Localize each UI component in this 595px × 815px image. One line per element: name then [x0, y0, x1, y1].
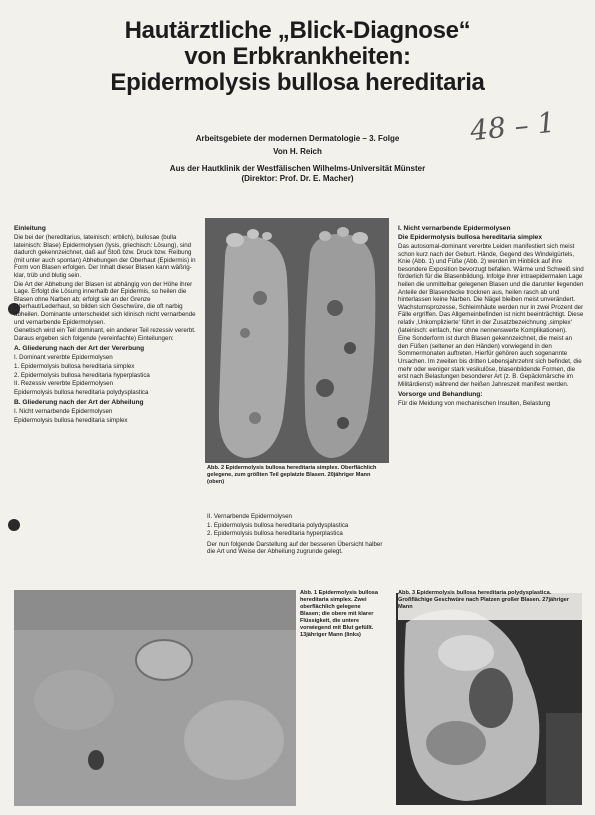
paragraph: Die bei der (hereditarius, lateinisch: erblich), bullosae (bulla lateinisch: Blase) Epidermolysen (lysis, griechisch: Lösung), sind dadurch gekennzeichnet, daß auf Stoß bzw. Druck bzw. Reibung (mit unter auch spontan) Abhebungen der Oberhaut (Epidermis) in Form von Blasen erfolgen. Der Inhalt dieser Blasen kann wäßrig-klar, trüb und blutig sein.: [14, 234, 196, 279]
heading-gliederung-a: A. Gliederung nach der Art der Vererbung: [14, 345, 145, 353]
list-item: I. Dominant vererbte Epidermolysen: [14, 354, 113, 362]
column-left: [14, 222, 200, 612]
article-title: [0, 18, 595, 96]
paragraph: Für die Meidung von mechanischen Insulten, Belastung: [398, 400, 551, 408]
heading-einleitung: Einleitung: [14, 225, 46, 232]
knee-illustration: [14, 590, 296, 806]
paragraph: Genetisch wird ein Teil dominant, ein anderer Teil rezessiv vererbt. Daraus ergeben sich folgende (vereinfachte) Einteilungen:: [14, 327, 196, 342]
paragraph: Die Art der Abhebung der Blasen ist abhängig von der Höhe ihrer Lage. Erfolgt die Lösung innerhalb der Epidermis, so heilen die Blasen ohne Narben ab; erfolgt sie an der Grenze Oberhaut/Lederhaut, so bilden sich Geschwüre, die oft narbig abheilen. Dominante unterscheidet sich klinisch nicht vernarbende und vernarbende Epidermolysen.: [14, 280, 196, 326]
hand-illustration: [396, 593, 582, 805]
figure-3-caption: Abb. 3 Epidermolysis bullosa hereditaria polydysplastica. Großflächige Geschwüre nach Platzen großer Blasen. 27jähriger Mann: [398, 590, 584, 620]
list-item: 1. Epidermolysis bullosa hereditaria simplex: [14, 362, 135, 370]
series-line: Arbeitsgebiete der modernen Dermatologie – 3. Folge: [195, 134, 400, 143]
paragraph: Der nun folgende Darstellung auf der besseren Übersicht halber die Art und Weise der Abheilung zugrunde gelegt.: [207, 540, 383, 556]
author-line: Von H. Reich: [273, 147, 322, 156]
figure-2-caption: Abb. 2 Epidermolysis bullosa hereditaria simplex. Oberflächlich gelegene, zum größten Teil geplatzte Blasen. 20jähriger Mann (oben): [207, 465, 377, 485]
list-item: Epidermolysis bullosa hereditaria polydysplastica: [14, 388, 149, 396]
affiliation-line: Aus der Hautklinik der Westfälischen Wilhelms-Universität Münster: [169, 164, 426, 173]
title-line-1: Hautärztliche „Blick-Diagnose“: [124, 17, 471, 44]
list-item: II. Vernarbende Epidermolysen: [207, 513, 292, 520]
title-line-2: von Erbkrankheiten:: [184, 43, 411, 70]
figure-1-caption: Abb. 1 Epidermolysis bullosa hereditaria simplex. Zwei oberflächlich gelegene Blasen; die obere mit klarer Flüssigkeit, die untere vorwiegend mit Blut gefüllt. 13jähriger Mann (links): [300, 590, 379, 638]
column-middle-text: [207, 513, 389, 593]
figure-1-knee-photo: [14, 590, 296, 806]
figure-2-feet-photo: [205, 218, 389, 463]
heading-gliederung-b: B. Gliederung nach der Art der Abheilung: [14, 399, 144, 407]
figure-3-hand-photo: [396, 593, 582, 805]
list-item: 2. Epidermolysis bullosa hereditaria hyperplastica: [207, 530, 343, 538]
heading-nicht-vernarbend: I. Nicht vernarbende Epidermolysen: [398, 225, 511, 232]
list-item: 1. Epidermolysis bullosa hereditaria polydysplastica: [207, 521, 349, 529]
handwritten-note: 48 – 1: [468, 105, 557, 148]
title-line-3: Epidermolysis bullosa hereditaria: [110, 69, 485, 96]
heading-vorsorge: Vorsorge und Behandlung:: [398, 391, 483, 399]
column-right: [398, 222, 584, 590]
feet-illustration: [205, 218, 389, 463]
paragraph: Eine Sonderform ist durch Blasen gekennzeichnet, die meist an den Füßen (seltener an den Händen) vorwiegend in den Sommermonaten auftreten. Hierfür gehören auch sogenannte Ursachen. Im zweiten bis dritten Lebensjahrzehnt sich befindet, die mehr oder weniger stark vesikulöse, blasenbildende Formen, die erst nach Belastungen besonderer Art (z. B. Gepäckmärsche im Militärdienst) während der heißen Jahreszeit manifest werden.: [398, 335, 582, 388]
list-item: I. Nicht vernarbende Epidermolysen: [14, 408, 113, 416]
list-item: II. Rezessiv vererbte Epidermolysen: [14, 380, 114, 388]
heading-simplex: Die Epidermolysis bullosa hereditaria simplex: [398, 234, 543, 241]
list-item: 2. Epidermolysis bullosa hereditaria hyperplastica: [14, 371, 150, 379]
director-line: (Direktor: Prof. Dr. E. Macher): [241, 174, 354, 183]
paragraph: Das autosomal-dominant vererbte Leiden manifestiert sich meist schon kurz nach der Geburt. Hände, Gegend des Windelgürtels, Knie (Abb. 1) und Füße (Abb. 2) werden im Hinblick auf ihre besondere Exposition bevorzugt befallen. Wärme und Schweiß sind förderlich für die Blasenbildung. Infolge ihrer intraepidermalen Lage heilen die unmittelbar gelegenen Blasen und die darunter liegenden Anteile der Blasendecke trocknen aus, heilen rasch ab und hinterlassen keine Narben. Die Nägel bleiben meist unverändert. Wachstumsprozesse, Schleimhäute werden nur in zwei Prozent der Fälle ergriffen. Das Allgemeinbefinden ist nicht beeinträchtigt. Diese relativ ‚Unkomplizierte‘ führt in der Zusatzbezeichnung ‚simplex‘ (lateinisch: einfach, hier ohne nennenswerte Komplikationen).: [398, 243, 584, 334]
list-item: Epidermolysis bullosa hereditaria simplex: [14, 416, 128, 424]
